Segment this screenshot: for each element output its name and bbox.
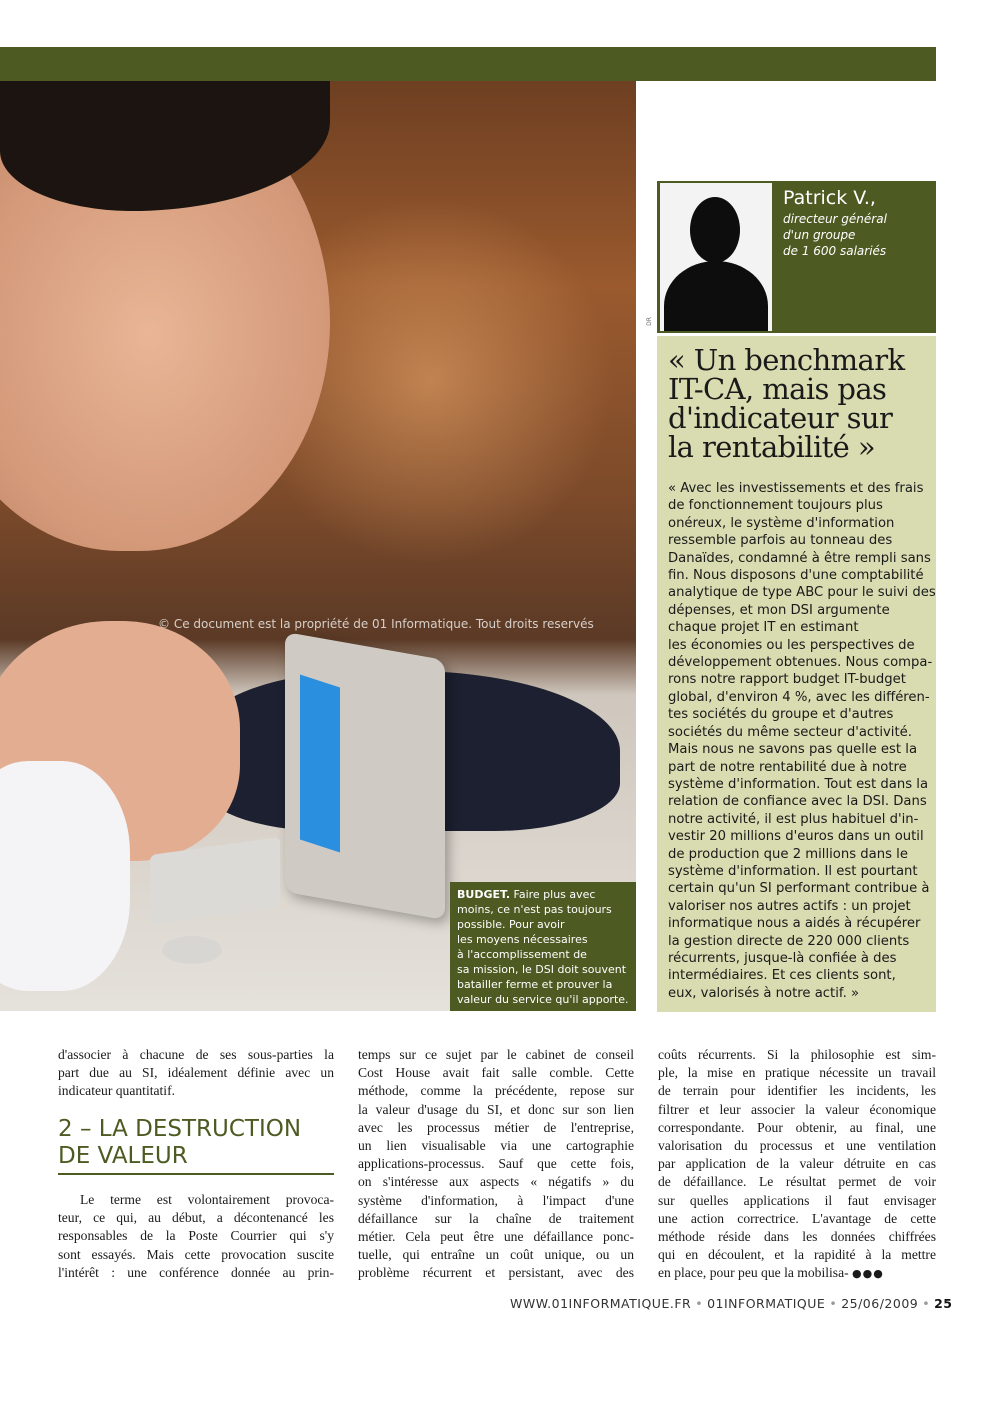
quote-line: de fonctionnement toujours plus — [668, 498, 883, 514]
article-line: défaillance sur la chaîne de traitement — [358, 1210, 634, 1226]
footer-separator: • — [829, 1296, 838, 1311]
article-line: métier. Cela peut être une défaillance ponc- — [358, 1229, 634, 1245]
photo-mouse — [162, 936, 222, 964]
quote-line: sociétés du même secteur d'activité. — [668, 724, 912, 740]
quote-line: rons notre rapport budget IT-budget — [668, 672, 906, 688]
photo-credit: DR — [645, 317, 653, 326]
footer-date: 25/06/2009 — [841, 1296, 919, 1311]
quote-title-line: « Un benchmark — [668, 343, 905, 377]
article-column-1-continued — [58, 1191, 334, 1282]
quote-body — [668, 480, 936, 1002]
article-photo — [0, 81, 636, 1011]
role-line: directeur général — [783, 212, 887, 226]
article-line: de défaillance. Le résultat permet de voir — [658, 1174, 936, 1190]
article-line: l'intérêt : une conférence donnée au prin- — [58, 1264, 334, 1280]
quote-line: part de notre rentabilité due à notre — [668, 759, 907, 775]
page-number: 25 — [934, 1296, 953, 1311]
quote-line: valoriser nos autres actifs : un projet — [668, 898, 911, 914]
caption-line: à l'accomplissement de — [457, 948, 587, 961]
top-color-band — [0, 47, 936, 81]
section-heading-line: 2 – LA DESTRUCTION — [58, 1116, 302, 1142]
quote-line: système d'information. Tout est dans la — [668, 776, 929, 792]
quote-line: analytique de type ABC pour le suivi des — [668, 585, 936, 601]
article-column-3 — [658, 1046, 936, 1284]
article-line: méthode réside dans les données chiffrées — [658, 1229, 936, 1245]
interviewee-name: Patrick V., — [783, 187, 876, 209]
silhouette-head — [690, 197, 740, 263]
person-silhouette-icon — [660, 183, 772, 331]
page-footer — [510, 1296, 953, 1311]
article-line: sur quelles applications il faut envisager — [658, 1192, 936, 1208]
article-line: système d'information, à l'impact d'une — [358, 1192, 634, 1208]
caption-line: moins, ce n'est pas toujours — [457, 903, 612, 916]
article-line: avec les processus métier de l'entreprise, — [358, 1119, 634, 1135]
silhouette-shoulders — [664, 261, 768, 331]
article-line: un lien visualisable via une cartographie — [358, 1138, 634, 1154]
quote-line: vestir 20 millions d'euros dans un outil — [668, 829, 924, 845]
section-heading — [58, 1116, 334, 1175]
quote-line: chaque projet IT en estimant — [668, 620, 859, 636]
article-line: d'associer à chacune de ses sous-parties la — [58, 1047, 334, 1062]
footer-website: WWW.01INFORMATIQUE.FR — [510, 1296, 692, 1311]
quote-title-line: la rentabilité » — [668, 430, 875, 464]
footer-separator: • — [695, 1296, 704, 1311]
photo-monitor-screen — [300, 675, 340, 853]
quote-line: fin. Nous disposons d'une comptabilité — [668, 568, 924, 584]
caption-line: sa mission, le DSI doit souvent — [457, 963, 627, 976]
quote-line: « Avec les investissements et des frais — [668, 481, 924, 496]
article-line: tuelle, qui entraîne un coût unique, ou un — [358, 1247, 634, 1263]
article-line: temps sur ce sujet par le cabinet de conseil — [358, 1047, 634, 1062]
photo-watermark: © Ce document est la propriété de 01 Informatique. Tout droits reservés — [158, 617, 594, 631]
quote-line: eux, valorisés à notre actif. » — [668, 985, 860, 1001]
article-line: une action correctrice. L'avantage de cette — [658, 1210, 936, 1226]
quote-line: intermédiaires. Et ces clients sont, — [668, 968, 896, 984]
quote-line: les économies ou les perspectives de — [668, 637, 915, 653]
article-line: la valeur d'usage du SI, et donc sur son lien — [358, 1101, 634, 1117]
quote-line: développement obtenues. Nous compa- — [668, 655, 933, 671]
article-line: filtrer et leur associer la valeur économique — [658, 1101, 936, 1117]
quote-title-line: d'indicateur sur — [668, 401, 893, 435]
article-line: responsables de la Poste Courrier qui s'y — [58, 1228, 334, 1244]
article-line: teur, ce qui, au début, a décontenancé les — [58, 1210, 334, 1226]
quote-line: dépenses, et mon DSI argumente — [668, 602, 890, 618]
quote-line: informatique nous a aidés à récupérer — [668, 916, 921, 932]
caption-line: possible. Pour avoir — [457, 918, 565, 931]
quote-line: relation de confiance avec la DSI. Dans — [668, 794, 927, 810]
quote-line: onéreux, le système d'information — [668, 515, 895, 531]
caption-lead: BUDGET. — [457, 888, 511, 901]
quote-line: certain qu'un SI performant contribue à — [668, 881, 930, 897]
article-line: sont essayés. Mais cette provocation suscite — [58, 1246, 334, 1262]
article-line: méthode, comme la précédente, repose sur — [358, 1083, 634, 1099]
article-line: indicateur quantitatif. — [58, 1083, 176, 1099]
article-line: qui en découlent, et la rapidité à la mettre — [658, 1247, 936, 1263]
article-line: Cost House avait fait salle comble. Cette — [358, 1065, 634, 1081]
quote-line: ressemble parfois au tonneau des — [668, 533, 893, 549]
article-line: problème récurrent et persistant, avec des — [358, 1265, 634, 1281]
caption-line: les moyens nécessaires — [457, 933, 588, 946]
continue-dots-icon: ●●● — [852, 1267, 884, 1281]
section-heading-line: DE VALEUR — [58, 1143, 188, 1169]
quote-line: Mais nous ne savons pas quelle est la — [668, 742, 918, 758]
footer-publication: 01INFORMATIQUE — [707, 1296, 826, 1311]
article-line: valorisation du processus et une ventilation — [658, 1138, 936, 1154]
quote-line: notre activité, il est plus habituel d'in- — [668, 811, 919, 827]
quote-line: tes sociétés du groupe et d'autres — [668, 707, 894, 723]
article-line: applications-processus. Sauf que cette fois, — [358, 1156, 634, 1172]
quote-line: de production que 2 millions dans le — [668, 846, 908, 862]
article-line-final — [658, 1264, 936, 1283]
quote-line: global, d'environ 4 %, avec les différen- — [668, 689, 930, 705]
article-column-1 — [58, 1046, 334, 1101]
quote-line: Danaïdes, condamné à être rempli sans — [668, 550, 931, 566]
photo-shirt-sleeve — [0, 761, 130, 991]
article-line: part due au SI, idéalement définie avec un — [58, 1065, 334, 1081]
quote-line: la gestion directe de 220 000 clients — [668, 933, 910, 949]
quote-title-line: IT-CA, mais pas — [668, 372, 887, 406]
caption-line: valeur du service qu'il apporte. — [457, 993, 629, 1006]
quote-line: récurrents, jusque-là confiée à des — [668, 950, 897, 966]
article-line: par application de la valeur détruite en cas — [658, 1156, 936, 1172]
caption-line: Faire plus avec — [510, 888, 596, 901]
article-line: Le terme est volontairement provoca- — [80, 1192, 334, 1207]
article-line: on s'intéresse aux aspects « négatifs » du — [358, 1174, 634, 1190]
caption-line: batailler ferme et prouver la — [457, 978, 613, 991]
photo-caption — [450, 882, 636, 1011]
quote-title — [668, 343, 930, 464]
role-line: de 1 600 salariés — [783, 244, 887, 258]
article-line: ple, la mise en pratique nécessite un travail — [658, 1065, 936, 1081]
quote-line: système d'information. Il est pourtant — [668, 863, 918, 879]
article-line: en place, pour peu que la mobilisa- — [658, 1265, 849, 1281]
interviewee-role — [783, 211, 933, 259]
article-column-2 — [358, 1046, 634, 1283]
footer-separator: • — [922, 1296, 931, 1311]
article-line: de terrain pour identifier les incidents, les — [658, 1083, 936, 1099]
article-line: correspondante. Pour obtenir, au final, une — [658, 1119, 936, 1135]
role-line: d'un groupe — [783, 228, 856, 242]
article-line: coûts récurrents. Si la philosophie est sim- — [658, 1047, 936, 1062]
